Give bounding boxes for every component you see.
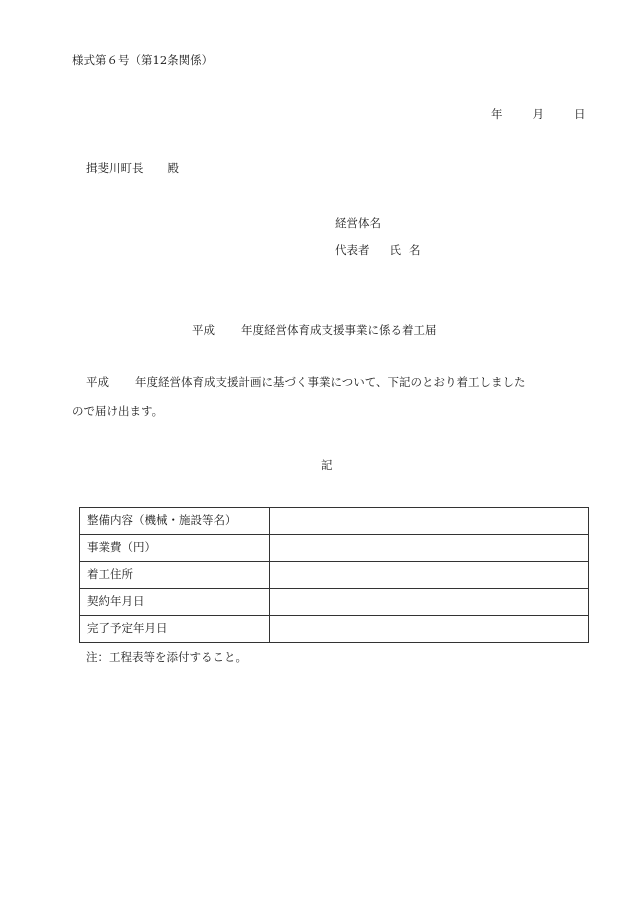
representative-line bbox=[335, 245, 421, 257]
body-line-2: ので届け出ます。 bbox=[72, 404, 164, 418]
date-line bbox=[491, 109, 586, 121]
title-era: 平成 bbox=[192, 323, 215, 337]
row-value-field[interactable] bbox=[270, 508, 589, 535]
row-value-field[interactable] bbox=[270, 616, 589, 643]
detail-table bbox=[79, 507, 589, 643]
note-text: 注：工程表等を添付すること。 bbox=[86, 650, 247, 664]
table-row bbox=[80, 562, 589, 589]
org-name-label: 経営体名 bbox=[335, 216, 381, 230]
row-value-field[interactable] bbox=[270, 562, 589, 589]
table-row bbox=[80, 616, 589, 643]
rep-label: 代表者 bbox=[335, 243, 370, 257]
table-row bbox=[80, 535, 589, 562]
row-label: 着工住所 bbox=[80, 562, 270, 589]
row-value-field[interactable] bbox=[270, 535, 589, 562]
row-label: 整備内容（機械・施設等名） bbox=[80, 508, 270, 535]
row-label: 完了予定年月日 bbox=[80, 616, 270, 643]
date-month-label: 月 bbox=[532, 107, 544, 121]
ki-heading: 記 bbox=[321, 458, 333, 472]
row-label: 契約年月日 bbox=[80, 589, 270, 616]
body-text-1: 年度経営体育成支援計画に基づく事業について、下記のとおり着工しました bbox=[135, 375, 526, 389]
addressee-name: 揖斐川町長 bbox=[86, 161, 144, 175]
rep-name-label-1: 氏 bbox=[389, 243, 401, 257]
body-line-1 bbox=[86, 377, 526, 389]
form-number: 様式第６号（第12条関係） bbox=[72, 53, 214, 67]
addressee bbox=[86, 163, 179, 175]
row-label: 事業費（円） bbox=[80, 535, 270, 562]
table-row bbox=[80, 508, 589, 535]
date-day-label: 日 bbox=[574, 107, 586, 121]
addressee-honorific: 殿 bbox=[167, 161, 179, 175]
row-value-field[interactable] bbox=[270, 589, 589, 616]
table-row bbox=[80, 589, 589, 616]
date-year-label: 年 bbox=[491, 107, 503, 121]
body-era: 平成 bbox=[86, 375, 109, 389]
title-text: 年度経営体育成支援事業に係る着工届 bbox=[241, 323, 437, 337]
rep-name-label-2: 名 bbox=[409, 243, 421, 257]
document-title bbox=[192, 325, 437, 337]
